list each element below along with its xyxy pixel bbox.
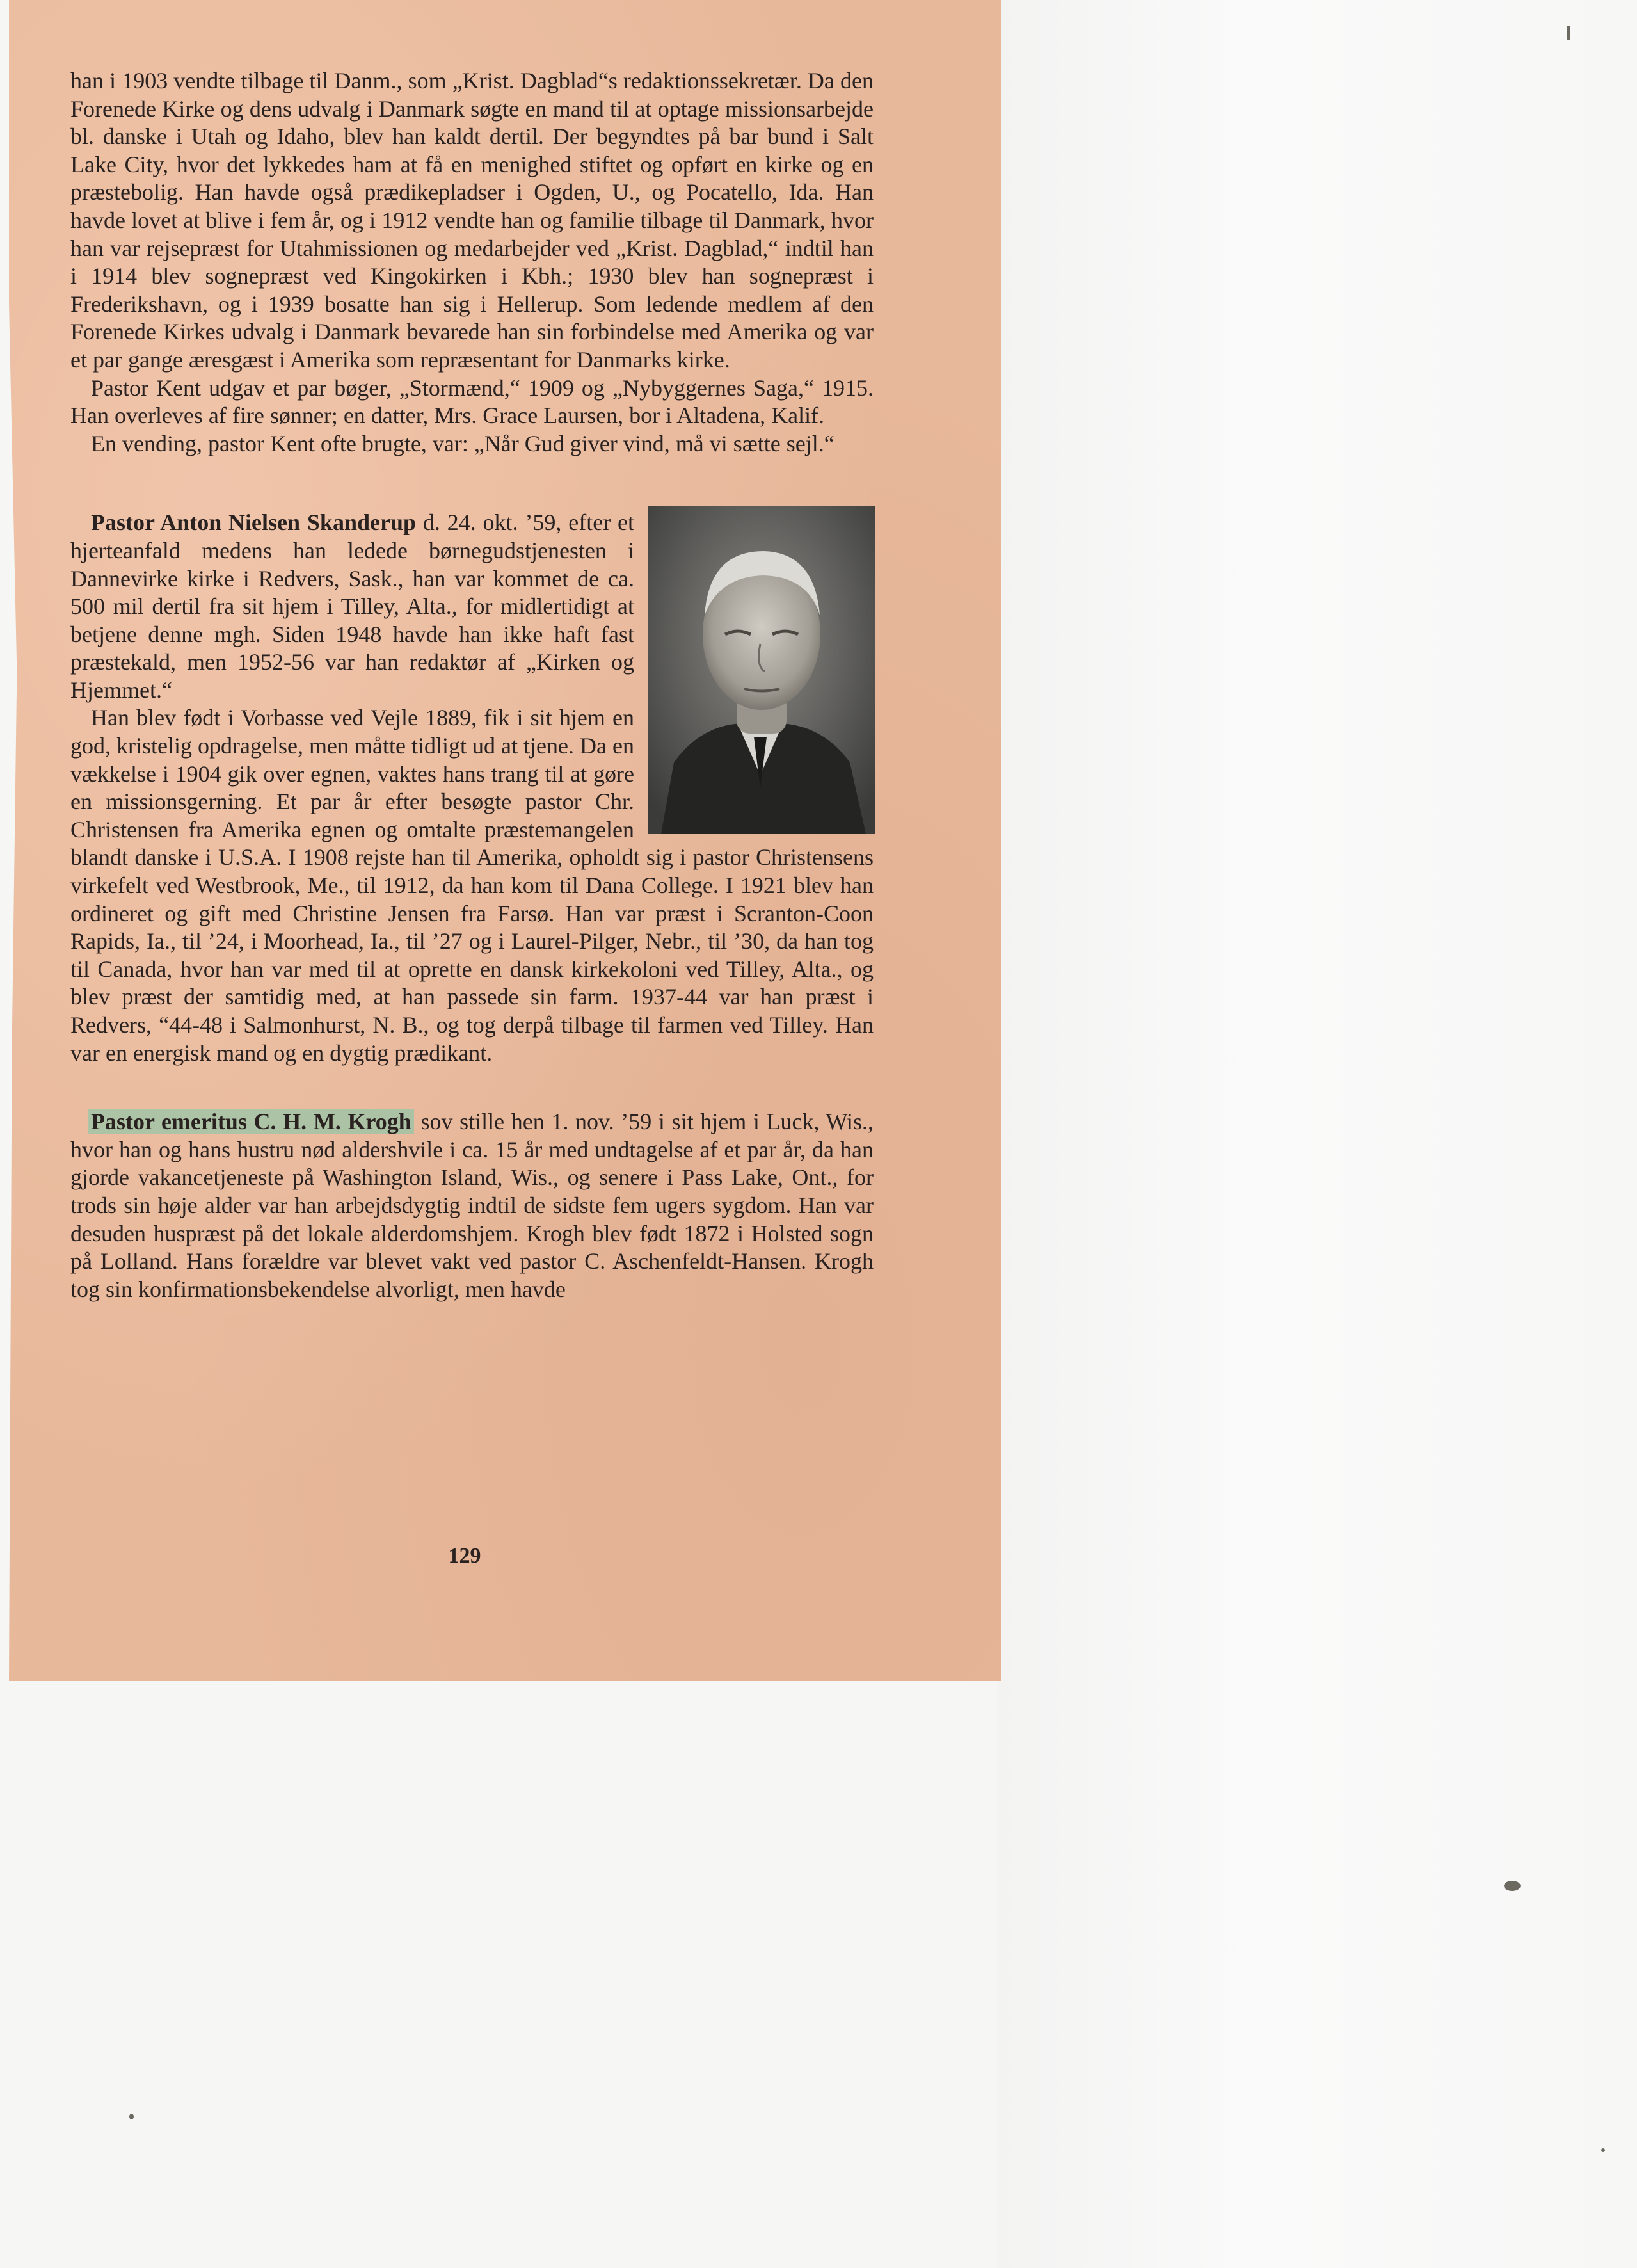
kent-paragraph-1: han i 1903 vendte tilbage til Danm., som „Krist. Dagblad“s redaktionssekretær. Da den Forenede Kirke og dens udvalg i Danmark søgte en mand til at optage missionsarbejde bl. danske i Utah og Idaho, blev han kaldt dertil. Der begyndtes på bar bund i Salt Lake City, hvor det lykkedes ham at få en menighed stiftet og opført en kirke og en præstebolig. Han havde også prædikepladser i Ogden, U., og Pocatello, Ida. Han havde lovet at blive i fem år, og i 1912 vendte han og familie tilbage til Danmark, hvor han var rejsepræst for Utahmissionen og medarbejder ved „Krist. Dagblad,“ indtil han i 1914 blev sognepræst ved Kingokirken i Kbh.; 1930 blev han sognepræst i Frederikshavn, og i 1939 bosatte han sig i Hellerup. Som ledende medlem af den Forenede Kirkes udvalg i Danmark bevarede han sin forbindelse med Amerika og var et par gange æresgæst i Amerika som repræsentant for Danmarks kirke. [70,68,874,373]
skanderup-name: Pastor Anton Nielsen Skanderup [91,510,416,536]
article-column [70,67,874,1303]
krogh-body: sov stille hen 1. nov. ’59 i sit hjem i Luck, Wis., hvor han og hans hustru nød aldershvile i ca. 15 år med undtagelse af et par år, da han gjorde vakancetjeneste på Washington Island, Wis., og senere i Pass Lake, Ont., for trods sin høje alder var han arbejdsdygtig indtil de sidste fem ugers sygdom. Han var desuden huspræst på det lokale alderdomshjem. Krogh blev født 1872 i Holsted sogn på Lolland. Hans forældre var blevet vakt ved pastor C. Aschenfeldt-Hansen. Krogh tog sin konfirmationsbekendelse alvorligt, men havde [70,1109,874,1302]
skanderup-paragraph-2: Han blev født i Vorbasse ved Vejle 1889, fik i sit hjem en god, kristelig opdragelse, men måtte tidligt ud at tjene. Da en vækkelse i 1904 gik over egnen, vaktes hans trang til at gøre en missionsgerning. Et par år efter besøgte pastor Chr. Christensen fra Amerika egnen og omtalte præstemangelen blandt danske i U.S.A. I 1908 rejste han til Amerika, opholdt sig i pastor Christensens virkefelt ved Westbrook, Me., til 1912, da han kom til Dana College. I 1921 blev han ordineret og gift med Christine Jensen fra Farsø. Han var præst i Scranton-Coon Rapids, Ia., til ’24, i Moorhead, Ia., til ’27 og i Laurel-Pilger, Nebr., til ’30, da han tog til Canada, hvor han var med til at oprette en dansk kirkekoloni ved Tilley, Alta., og blev præst der samtidig med, at han passede sin farm. 1937-44 var han præst i Redvers, “44-48 i Salmonhurst, N. B., og tog derpå tilbage til farmen ved Tilley. Han var en energisk mand og en dygtig prædikant. [70,705,874,1066]
krogh-paragraph-1 [70,1108,874,1303]
skanderup-intro: d. 24. okt. ’59, efter et hjerteanfald medens han ledede børnegudstjenesten i Dannevirke kirke i Redvers, Sask., han var kommet de ca. 500 mil dertil fra sit hjem i Tilley, Alta., for midlertidigt at betjene denne mgh. Siden 1948 havde han ikke haft fast præstekald, men 1952-56 var han redaktør af „Kirken og Hjemmet.“ [70,510,635,703]
dust-speck [1504,1881,1521,1891]
portrait-photo-icon [648,506,875,834]
krogh-name-highlighted: Pastor emeritus C. H. M. Krogh [88,1109,414,1134]
dust-speck [1567,26,1570,40]
kent-paragraph-2: Pastor Kent udgav et par bøger, „Stormænd,“ 1909 og „Nybyggernes Saga,“ 1915. Han overleves af fire sønner; en datter, Mrs. Grace Laursen, bor i Altadena, Kalif. [70,374,874,429]
section-gap [70,458,874,509]
kent-paragraph-3: En vending, pastor Kent ofte brugte, var: „Når Gud giver vind, må vi sætte sejl.“ [91,430,834,456]
dust-speck [129,2114,134,2119]
portrait-photo [648,506,875,834]
scan-margin [998,0,1637,2268]
section-gap [70,1067,874,1108]
dust-speck [1601,2148,1605,2152]
page-number: 129 [448,1544,481,1568]
